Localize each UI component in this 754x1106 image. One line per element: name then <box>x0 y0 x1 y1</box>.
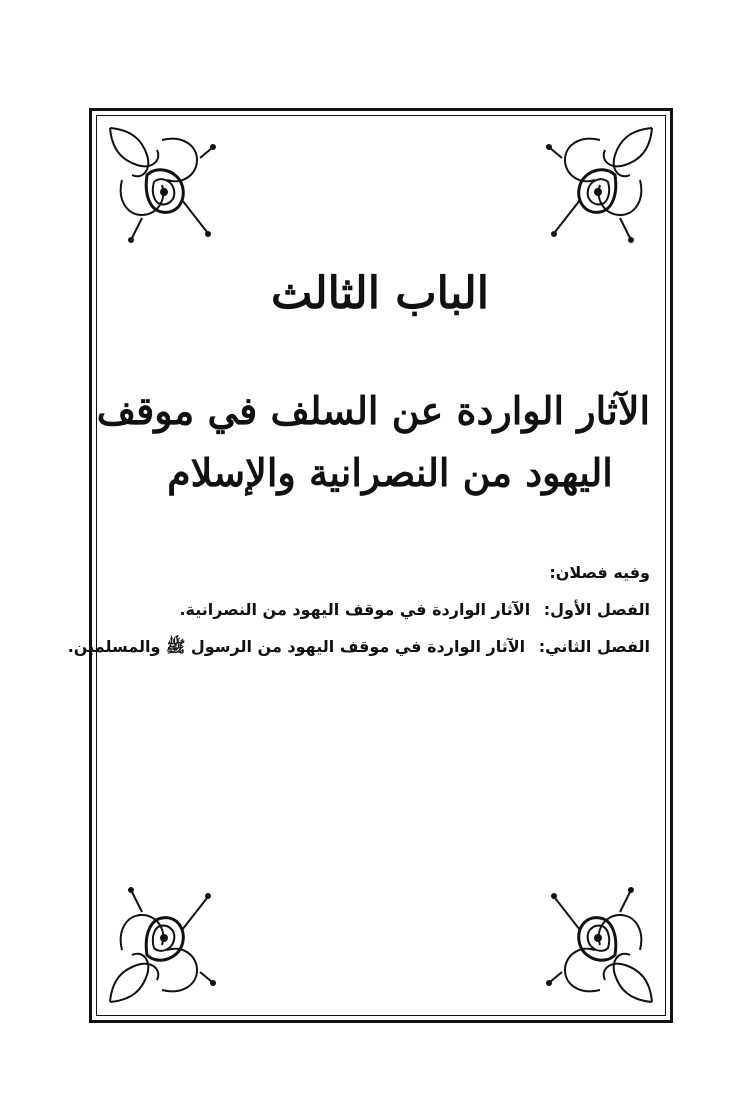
section-item <box>67 637 650 660</box>
section-text: الآثار الواردة في موقف اليهود من الرسول ﷺ والمسلمين. <box>67 637 526 656</box>
main-title-line-1: الآثار الواردة عن السلف في موقف <box>96 388 650 433</box>
arabesque-corner-icon <box>540 120 660 250</box>
chapter-intro: وفيه فصلان: <box>549 563 650 582</box>
section-item <box>110 600 650 619</box>
arabesque-corner-icon <box>102 880 222 1010</box>
arabesque-corner-icon <box>102 120 222 250</box>
section-label: الفصل الأول: <box>543 600 650 619</box>
main-title-line-2: اليهود من النصرانية والإسلام <box>167 450 613 495</box>
section-label: الفصل الثاني: <box>538 637 650 656</box>
section-text: الآثار الواردة في موقف اليهود من النصرانية. <box>179 600 531 619</box>
arabesque-corner-icon <box>540 880 660 1010</box>
chapter-title: الباب الثالث <box>271 268 489 319</box>
